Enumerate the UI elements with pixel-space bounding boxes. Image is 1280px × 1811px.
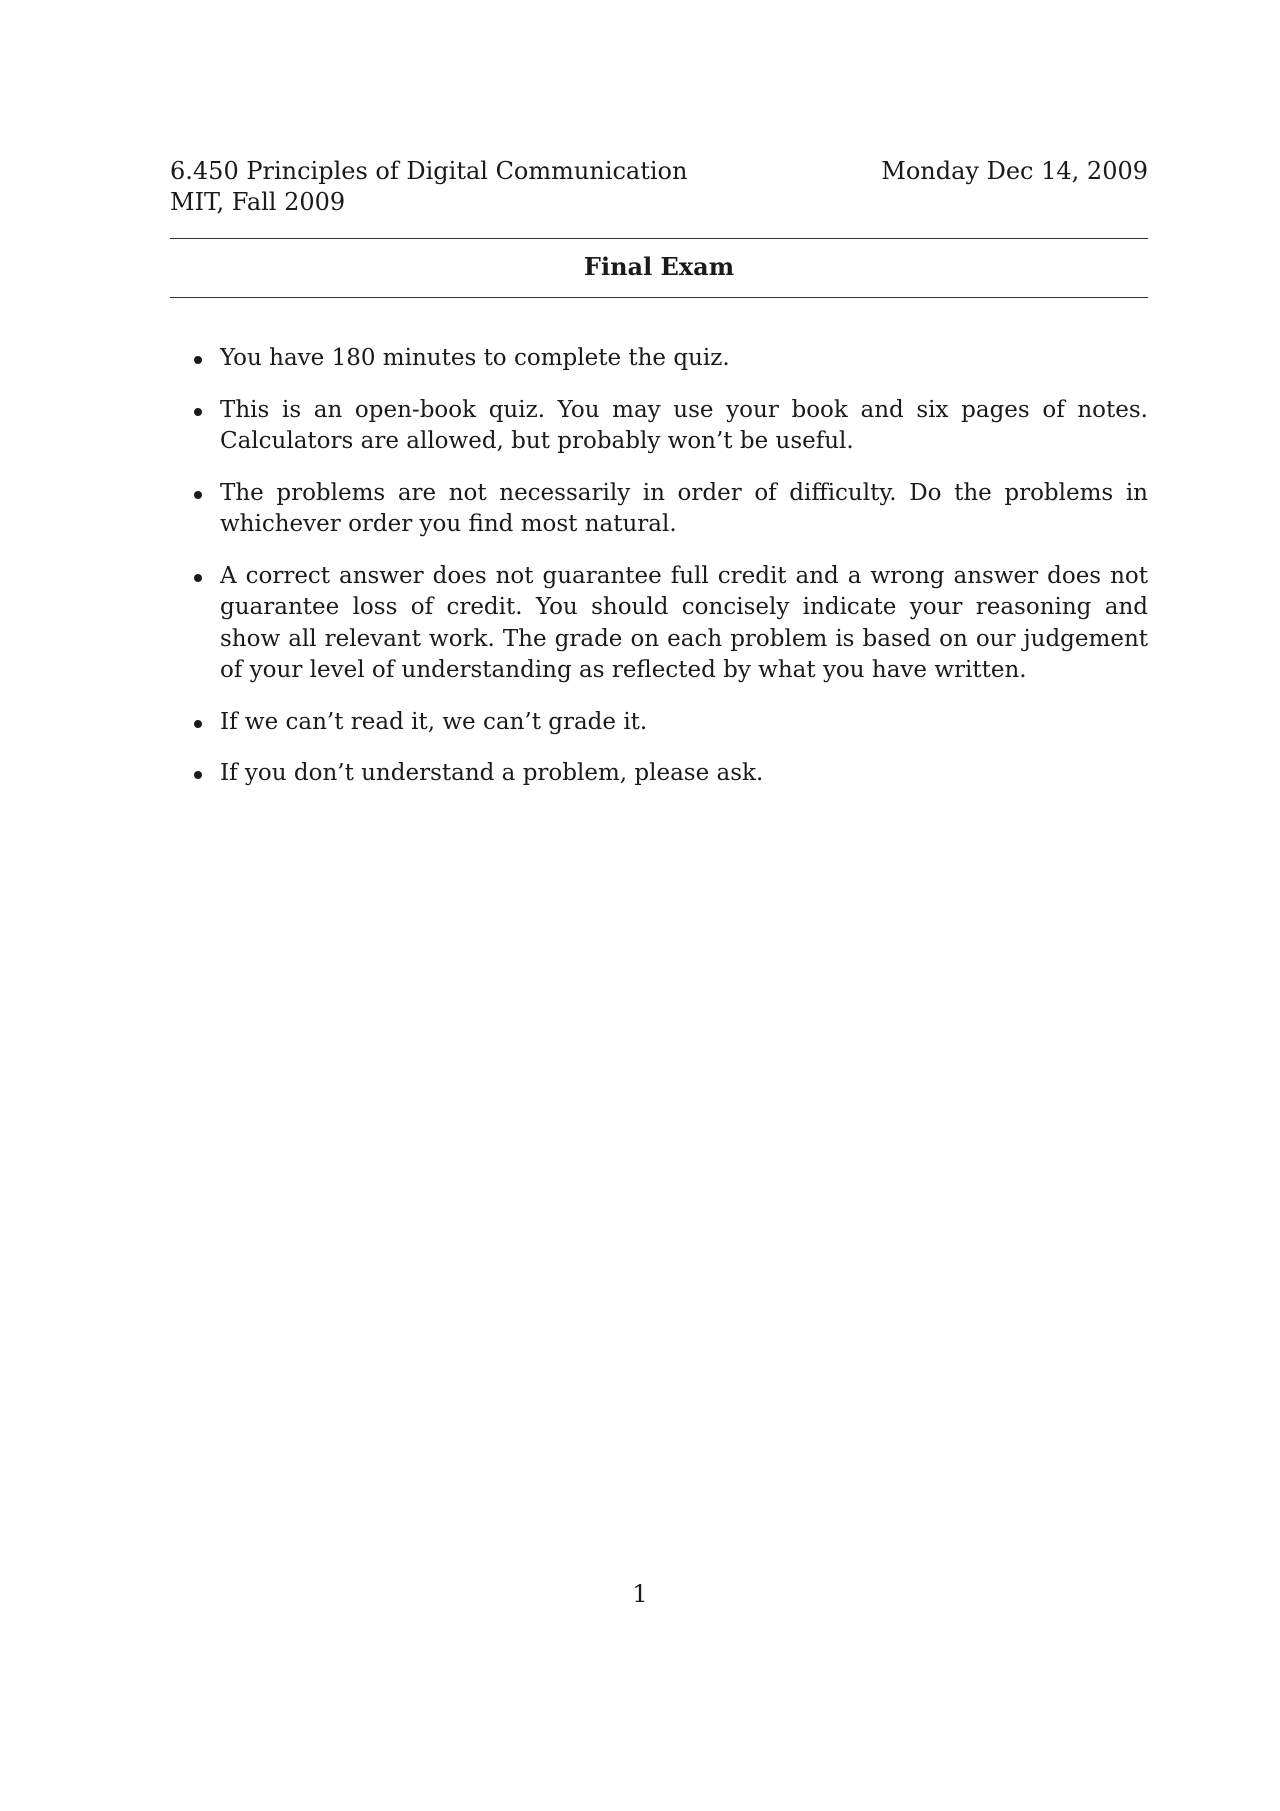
course-term: MIT, Fall 2009 bbox=[170, 188, 346, 216]
list-item bbox=[190, 395, 1148, 458]
exam-date: Monday Dec 14, 2009 bbox=[881, 157, 1148, 185]
list-item bbox=[190, 478, 1148, 541]
bottom-divider bbox=[170, 297, 1148, 298]
bullet-icon bbox=[194, 408, 202, 416]
list-item bbox=[190, 758, 1148, 790]
instructions-list bbox=[190, 343, 1148, 810]
list-item bbox=[190, 707, 1148, 739]
bullet-icon bbox=[194, 771, 202, 779]
bullet-icon bbox=[194, 720, 202, 728]
instruction-text: A correct answer does not guarantee full credit and a wrong answer does not guarantee loss of credit. You should concisely indicate your reasoning and show all relevant work. The grade on each problem is based on our judgement of your level of understanding as reflected by what you have written. bbox=[220, 562, 1148, 683]
page-title: Final Exam bbox=[583, 252, 735, 281]
bullet-icon bbox=[194, 356, 202, 364]
instruction-text: The problems are not necessarily in order of difficulty. Do the problems in whichever order you find most natural. bbox=[220, 479, 1148, 537]
page-number: 1 bbox=[632, 1580, 648, 1608]
instruction-text: You have 180 minutes to complete the quiz. bbox=[220, 345, 730, 371]
list-item bbox=[190, 561, 1148, 687]
instruction-text: If you don’t understand a problem, please ask. bbox=[220, 760, 764, 786]
instruction-text: This is an open-book quiz. You may use your book and six pages of notes. Calculators are allowed, but probably won’t be useful. bbox=[220, 396, 1148, 454]
course-header bbox=[170, 156, 687, 218]
bullet-icon bbox=[194, 491, 202, 499]
top-divider bbox=[170, 238, 1148, 239]
course-title: 6.450 Principles of Digital Communication bbox=[170, 157, 688, 185]
instruction-text: If we can’t read it, we can’t grade it. bbox=[220, 708, 648, 735]
bullet-icon bbox=[194, 574, 202, 582]
list-item bbox=[190, 343, 1148, 375]
